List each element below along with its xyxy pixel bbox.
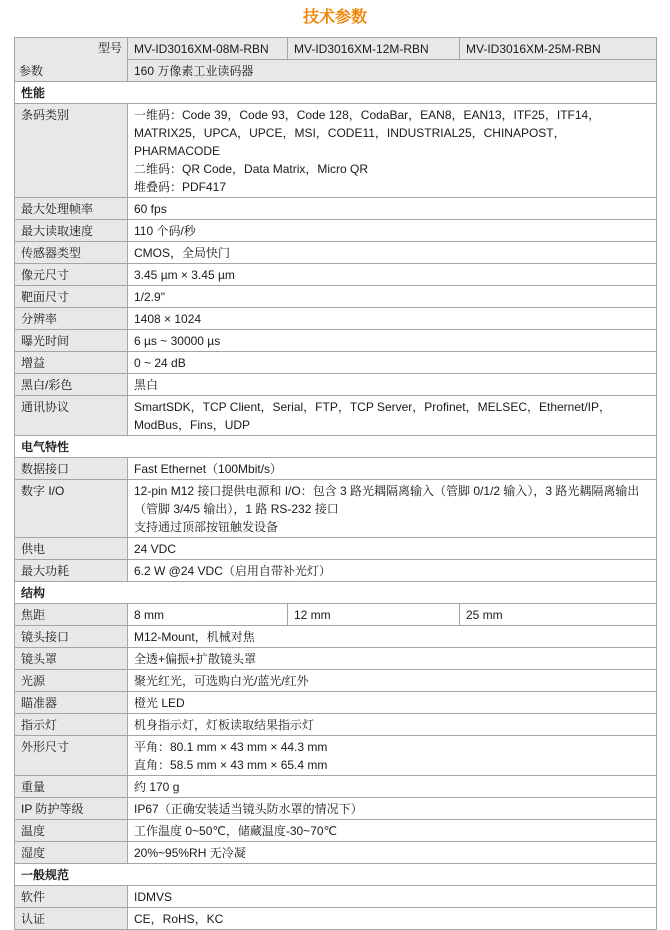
row-value: 黑白 bbox=[128, 374, 657, 396]
row-gain bbox=[15, 352, 657, 374]
row-value: 24 VDC bbox=[128, 538, 657, 560]
row-lens-cover bbox=[15, 648, 657, 670]
row-barcode-types bbox=[15, 104, 657, 198]
row-label: 传感器类型 bbox=[15, 242, 128, 264]
row-mono-color bbox=[15, 374, 657, 396]
dimensions-flat-line: 平角：80.1 mm × 43 mm × 44.3 mm bbox=[134, 740, 328, 754]
row-label: 最大处理帧率 bbox=[15, 198, 128, 220]
row-label: 光源 bbox=[15, 670, 128, 692]
row-temperature bbox=[15, 820, 657, 842]
page-title: 技术参数 bbox=[302, 9, 367, 26]
row-label: IP 防护等级 bbox=[15, 798, 128, 820]
row-focal-length bbox=[15, 604, 657, 626]
row-label: 靶面尺寸 bbox=[15, 286, 128, 308]
row-label: 软件 bbox=[15, 886, 128, 908]
row-value: 3.45 µm × 3.45 µm bbox=[128, 264, 657, 286]
focal-length-12mm: 12 mm bbox=[288, 604, 460, 626]
row-label: 温度 bbox=[15, 820, 128, 842]
row-label: 外形尺寸 bbox=[15, 736, 128, 776]
model-header-row bbox=[15, 38, 657, 60]
row-value: 橙光 LED bbox=[128, 692, 657, 714]
row-value: CMOS，全局快门 bbox=[128, 242, 657, 264]
row-value: 0 ~ 24 dB bbox=[128, 352, 657, 374]
row-value: 工作温度 0~50℃，储藏温度-30~70℃ bbox=[128, 820, 657, 842]
row-power-supply bbox=[15, 538, 657, 560]
model-param-corner-cell bbox=[15, 38, 128, 82]
digital-io-line-2: 支持通过顶部按钮触发设备 bbox=[134, 520, 279, 534]
row-value: 1408 × 1024 bbox=[128, 308, 657, 330]
model-name: MV-ID3016XM-08M-RBN bbox=[128, 38, 288, 60]
row-value: IP67（正确安装适当镜头防水罩的情况下） bbox=[128, 798, 657, 820]
row-value: 约 170 g bbox=[128, 776, 657, 798]
row-value: 20%~95%RH 无冷凝 bbox=[128, 842, 657, 864]
row-value: 机身指示灯，灯板读取结果指示灯 bbox=[128, 714, 657, 736]
row-software bbox=[15, 886, 657, 908]
row-label: 焦距 bbox=[15, 604, 128, 626]
row-label: 最大功耗 bbox=[15, 560, 128, 582]
row-max-read-speed bbox=[15, 220, 657, 242]
barcode-stacked-line: 堆叠码：PDF417 bbox=[134, 180, 227, 194]
row-value: 60 fps bbox=[128, 198, 657, 220]
focal-length-8mm: 8 mm bbox=[128, 604, 288, 626]
focal-length-25mm: 25 mm bbox=[460, 604, 657, 626]
row-ip-rating bbox=[15, 798, 657, 820]
corner-param-label: 参数 bbox=[19, 64, 44, 78]
row-light-source bbox=[15, 670, 657, 692]
row-value bbox=[128, 104, 657, 198]
row-label: 数据接口 bbox=[15, 458, 128, 480]
section-header-general: 一般规范 bbox=[15, 864, 657, 886]
barcode-2d-line: 二维码：QR Code，Data Matrix，Micro QR bbox=[134, 162, 369, 176]
row-lens-mount bbox=[15, 626, 657, 648]
row-digital-io bbox=[15, 480, 657, 538]
row-label: 镜头接口 bbox=[15, 626, 128, 648]
row-label: 条码类别 bbox=[15, 104, 128, 198]
row-label: 指示灯 bbox=[15, 714, 128, 736]
row-label: 分辨率 bbox=[15, 308, 128, 330]
row-label: 像元尺寸 bbox=[15, 264, 128, 286]
section-row-structure bbox=[15, 582, 657, 604]
row-label: 湿度 bbox=[15, 842, 128, 864]
spec-table bbox=[14, 37, 657, 930]
model-name: MV-ID3016XM-12M-RBN bbox=[288, 38, 460, 60]
row-label: 镜头罩 bbox=[15, 648, 128, 670]
row-exposure-time bbox=[15, 330, 657, 352]
barcode-1d-line: 一维码：Code 39，Code 93，Code 128，CodaBar，EAN8，EAN13，ITF25，ITF14，MATRIX25，UPCA，UPCE，MSI，CODE11，INDUSTRIAL25，CHINAPOST，PHARMACODE bbox=[134, 108, 601, 158]
row-value: 聚光红光，可选购白光/蓝光/红外 bbox=[128, 670, 657, 692]
row-value bbox=[128, 736, 657, 776]
row-label: 瞄准器 bbox=[15, 692, 128, 714]
section-header-structure: 结构 bbox=[15, 582, 657, 604]
row-label: 认证 bbox=[15, 908, 128, 930]
row-value: 全透+偏振+扩散镜头罩 bbox=[128, 648, 657, 670]
row-value: IDMVS bbox=[128, 886, 657, 908]
row-value: SmartSDK，TCP Client，Serial，FTP，TCP Server，Profinet，MELSEC，Ethernet/IP，ModBus，Fins，UDP bbox=[128, 396, 657, 436]
row-label: 曝光时间 bbox=[15, 330, 128, 352]
row-max-frame-rate bbox=[15, 198, 657, 220]
corner-model-label: 型号 bbox=[97, 41, 122, 55]
row-label: 增益 bbox=[15, 352, 128, 374]
row-max-power bbox=[15, 560, 657, 582]
row-weight bbox=[15, 776, 657, 798]
dimensions-right-angle-line: 直角：58.5 mm × 43 mm × 65.4 mm bbox=[134, 758, 328, 772]
row-label: 数字 I/O bbox=[15, 480, 128, 538]
section-header-electrical: 电气特性 bbox=[15, 436, 657, 458]
row-resolution bbox=[15, 308, 657, 330]
row-label: 重量 bbox=[15, 776, 128, 798]
row-label: 最大读取速度 bbox=[15, 220, 128, 242]
section-header-performance: 性能 bbox=[15, 82, 657, 104]
row-value: 6.2 W @24 VDC（启用自带补光灯） bbox=[128, 560, 657, 582]
row-label: 供电 bbox=[15, 538, 128, 560]
model-name: MV-ID3016XM-25M-RBN bbox=[460, 38, 657, 60]
row-value: M12-Mount，机械对焦 bbox=[128, 626, 657, 648]
row-humidity bbox=[15, 842, 657, 864]
series-description: 160 万像素工业读码器 bbox=[128, 60, 657, 82]
section-row-performance bbox=[15, 82, 657, 104]
row-sensor-format bbox=[15, 286, 657, 308]
digital-io-line-1: 12-pin M12 接口提供电源和 I/O：包含 3 路光耦隔离输入（管脚 0/1/2 输入），3 路光耦隔离输出（管脚 3/4/5 输出），1 路 RS-232 接口 bbox=[134, 484, 640, 516]
row-label: 黑白/彩色 bbox=[15, 374, 128, 396]
row-value: 1/2.9" bbox=[128, 286, 657, 308]
row-value: 6 µs ~ 30000 µs bbox=[128, 330, 657, 352]
row-label: 通讯协议 bbox=[15, 396, 128, 436]
row-data-interface bbox=[15, 458, 657, 480]
row-value: Fast Ethernet（100Mbit/s） bbox=[128, 458, 657, 480]
row-sensor-type bbox=[15, 242, 657, 264]
row-indicator bbox=[15, 714, 657, 736]
section-row-general bbox=[15, 864, 657, 886]
row-dimensions bbox=[15, 736, 657, 776]
row-pixel-size bbox=[15, 264, 657, 286]
row-certification bbox=[15, 908, 657, 930]
row-protocols bbox=[15, 396, 657, 436]
row-value: 110 个码/秒 bbox=[128, 220, 657, 242]
row-aimer bbox=[15, 692, 657, 714]
row-value bbox=[128, 480, 657, 538]
row-value: CE，RoHS，KC bbox=[128, 908, 657, 930]
section-row-electrical bbox=[15, 436, 657, 458]
